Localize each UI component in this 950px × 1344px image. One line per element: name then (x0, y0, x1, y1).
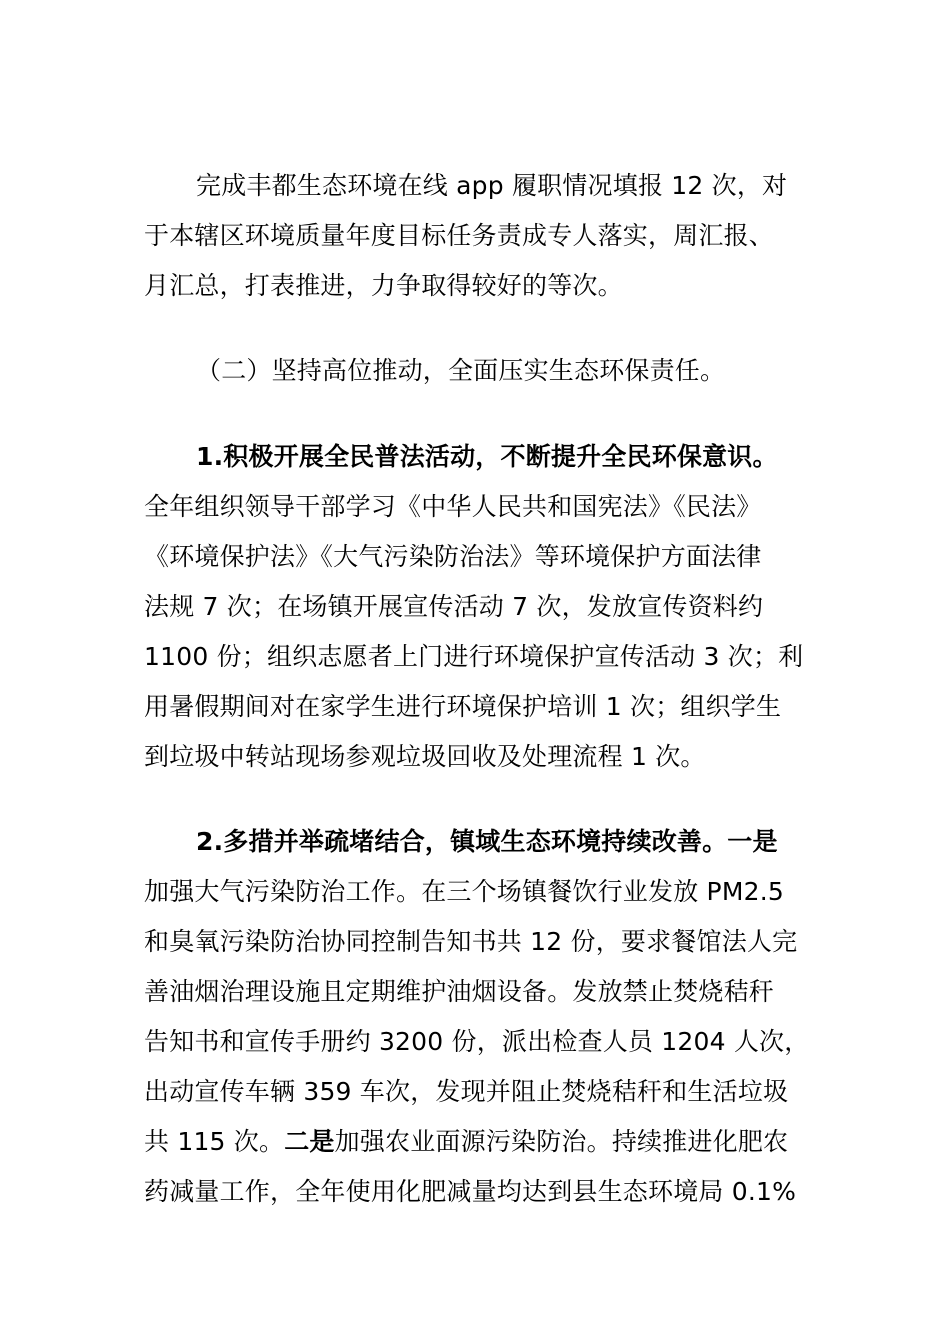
text-line: 完成丰都生态环境在线 app 履职情况填报 12 次，对 (196, 171, 788, 200)
text-line: 法规 7 次；在场镇开展宣传活动 7 次，发放宣传资料约 (144, 592, 764, 621)
text-line: 告知书和宣传手册约 3200 份，派出检查人员 1204 人次， (144, 1027, 810, 1056)
text-line: 全年组织领导干部学习《中华人民共和国宪法》《民法》 (144, 492, 762, 521)
subsection-heading: 1.积极开展全民普法活动，不断提升全民环保意识。 (196, 442, 778, 471)
section-heading: （二）坚持高位推动，全面压实生态环保责任。 (196, 356, 726, 385)
text-line: 善油烟治理设施且定期维护油烟设备。发放禁止焚烧秸秆 (144, 977, 775, 1006)
text-line: 出动宣传车辆 359 车次，发现并阻止焚烧秸秆和生活垃圾 (144, 1077, 789, 1106)
emphasis-text: 二是 (284, 1127, 335, 1156)
text-line: 到垃圾中转站现场参观垃圾回收及处理流程 1 次。 (144, 742, 706, 771)
text-line: 药减量工作，全年使用化肥减量均达到县生态环境局 0.1% (144, 1177, 797, 1206)
text-line: 用暑假期间对在家学生进行环境保护培训 1 次；组织学生 (144, 692, 782, 721)
text-line: 1100 份；组织志愿者上门进行环境保护宣传活动 3 次；利 (144, 642, 804, 671)
text-line: 共 115 次。二是加强农业面源污染防治。持续推进化肥农 (144, 1127, 789, 1156)
text-line: 于本辖区环境质量年度目标任务责成专人落实，周汇报、 (144, 221, 775, 250)
text-line: 《环境保护法》《大气污染防治法》等环境保护方面法律 (144, 542, 762, 571)
text-line: 月汇总，打表推进，力争取得较好的等次。 (144, 271, 623, 300)
subsection-heading: 2.多措并举疏堵结合，镇域生态环境持续改善。一是 (196, 827, 778, 856)
text-line: 和臭氧污染防治协同控制告知书共 12 份，要求餐馆法人完 (144, 927, 798, 956)
text-line: 加强大气污染防治工作。在三个场镇餐饮行业发放 PM2.5 (144, 877, 784, 906)
